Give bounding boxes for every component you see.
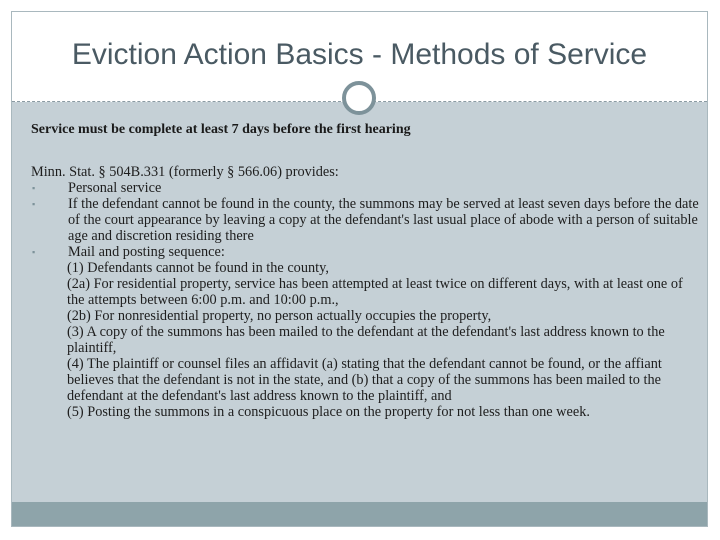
bullet-text: Mail and posting sequence: xyxy=(68,244,225,260)
slide-subheading: Service must be complete at least 7 days before the first hearing xyxy=(31,122,411,137)
sequence-item: (2a) For residential property, service has been attempted at least twice on different days, with at least one of the attempts between 6:00 p.m. and 10:00 p.m., xyxy=(67,276,683,308)
slide-title: Eviction Action Basics - Methods of Service xyxy=(71,38,648,71)
bullet-text: Personal service xyxy=(68,180,162,196)
bullet-item xyxy=(31,196,701,244)
bullet-item xyxy=(31,244,701,260)
sequence-item: (4) The plaintiff or counsel files an affidavit (a) stating that the defendant cannot be found, or the affiant believes that the defendant is not in the state, and (b) that a copy of the summons has been mailed to the defendant at the defendant's last address known to the plaintiff, and xyxy=(67,356,662,404)
footer-bar xyxy=(12,502,707,526)
sequence-item: (1) Defendants cannot be found in the county, xyxy=(67,260,329,276)
body-text xyxy=(31,164,701,420)
bullet-icon: ▪ xyxy=(32,199,36,209)
bullet-icon: ▪ xyxy=(32,183,36,193)
intro-text: Minn. Stat. § 504B.331 (formerly § 566.06) provides: xyxy=(31,164,339,180)
sequence-item: (2b) For nonresidential property, no person actually occupies the property, xyxy=(67,308,492,324)
bullet-text: If the defendant cannot be found in the county, the summons may be served at least seven days before the date of the court appearance by leaving a copy at the defendant's last usual place of abode with a person of suitable age and discretion residing there xyxy=(68,196,699,244)
bullet-icon: ▪ xyxy=(32,247,36,257)
bullet-item xyxy=(31,180,701,196)
sequence-item: (5) Posting the summons in a conspicuous place on the property for not less than one week. xyxy=(67,404,590,420)
circle-ornament-icon xyxy=(342,81,376,115)
slide-frame xyxy=(11,11,708,527)
sequence-item: (3) A copy of the summons has been mailed to the defendant at the defendant's last address known to the plaintiff, xyxy=(67,324,665,356)
